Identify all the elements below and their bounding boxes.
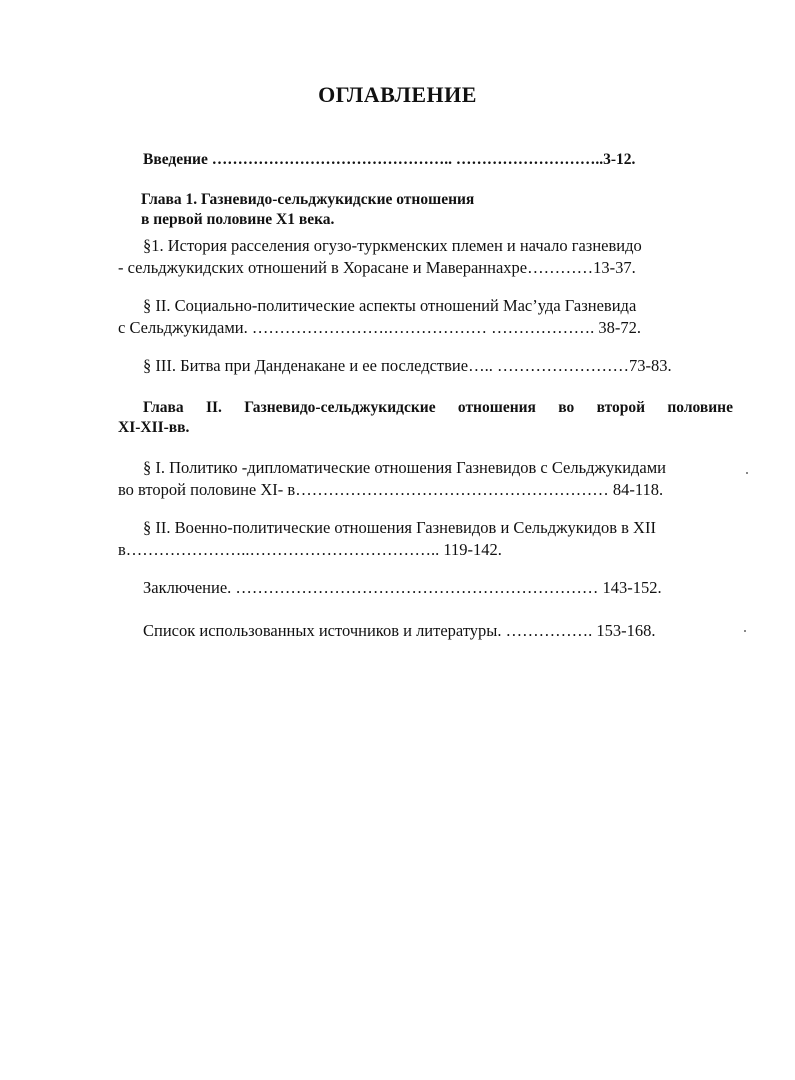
chapter1-section1-line2: - сельджукидских отношений в Хорасане и Мавераннахре…………13-37.	[118, 258, 636, 277]
chapter2-section2-line2: в…………………..…………………………….. 119-142.	[118, 540, 502, 559]
toc-intro: Введение ……………………………………….. ………………………..3-12.	[143, 151, 636, 168]
chapter2-section2-line1: § II. Военно-политические отношения Газневидов и Сельджукидов в XII	[143, 518, 656, 537]
chapter2-section1-line2: во второй половине XI- в………………………………………………… 84-118.	[118, 480, 664, 499]
scan-speck	[744, 630, 746, 632]
page-title: ОГЛАВЛЕНИЕ	[318, 82, 477, 107]
scan-speck	[746, 472, 748, 474]
chapter1-section3: § III. Битва при Данденакане и ее последствие….. ……………………73-83.	[143, 356, 672, 375]
chapter1-section2-line2: с Сельджукидами. …………………….……………… ………………. 38-72.	[118, 318, 641, 337]
chapter1-section1-line1: §1. История расселения огузо-туркменских племен и начало газневидо	[143, 236, 642, 255]
chapter2-heading-line1: Глава II. Газневидо-сельджукидские отношения во второй половине	[143, 399, 733, 416]
chapter1-heading-line1: Глава 1. Газневидо-сельджукидские отношения	[141, 191, 475, 208]
chapter1-section2-line1: § II. Социально-политические аспекты отношений Мас’уда Газневида	[143, 296, 637, 315]
chapter2-section1-line1: § I. Политико -дипломатические отношения Газневидов с Сельджукидами	[143, 458, 667, 477]
chapter2-heading-line2: XI-XII-вв.	[118, 419, 190, 436]
toc-bibliography: Список использованных источников и литературы. ……………. 153-168.	[143, 621, 656, 640]
chapter1-heading-line2: в первой половине X1 века.	[141, 211, 335, 228]
toc-conclusion: Заключение. ………………………………………………………… 143-152.	[143, 578, 662, 597]
